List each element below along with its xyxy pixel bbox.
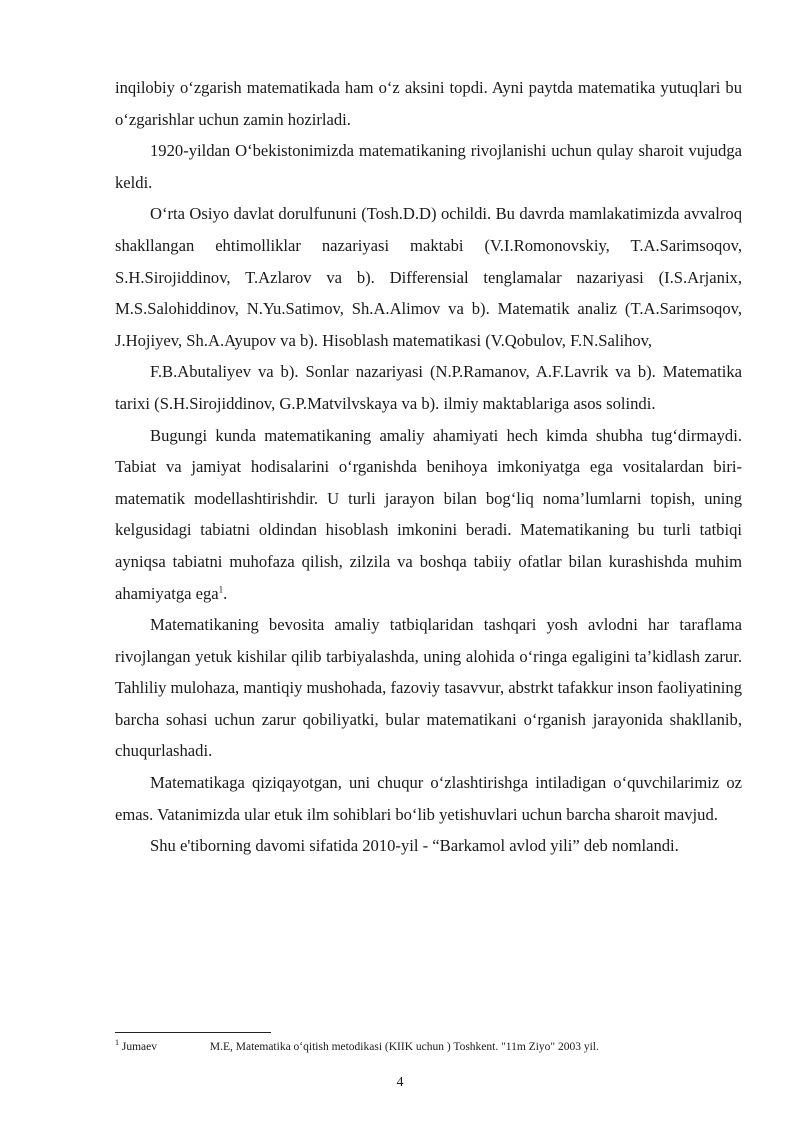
paragraph-text: Bugungi kunda matematikaning amaliy ahamiyati hech kimda shubha tug‘dirmaydi. Tabiat va jamiyat hodisalarini o‘rganishda benihoya imkoniyatga ega vositalardan biri- matematik modellashtirishdir. U turli jarayon bilan bog‘liq noma’lumlarni topish, uning kelgusidagi tabiatni oldindan hisoblash imkonini beradi. Matematikaning bu turli tatbiqi ayniqsa tabiatni muhofaza qilish, zilzila va boshqa tabiiy ofatlar bilan kurashishda muhim ahamiyatga ega	[115, 425, 742, 603]
paragraph: 1920-yildan O‘bekistonimizda matematikaning rivojlanishi uchun qulay sharoit vujudga keldi.	[115, 141, 742, 192]
paragraph: O‘rta Osiyo davlat dorulfununi (Tosh.D.D) ochildi. Bu davrda mamlakatimizda avvalroq shakllangan ehtimolliklar nazariyasi maktabi (V.I.Romonovskiy, T.A.Sarimsoqov, S.H.Sirojiddinov, T.Azlarov va b). Differensial tenglamalar nazariyasi (I.S.Arjanix, M.S.Salohiddinov, N.Yu.Satimov, Sh.A.Alimov va b). Matematik analiz (T.A.Sarimsoqov, J.Hojiyev, Sh.A.Ayupov va b). Hisoblash matematikasi (V.Qobulov, F.N.Salihov,	[115, 204, 742, 350]
paragraph-continuation: inqilobiy o‘zgarish matematikada ham o‘z aksini topdi. Ayni paytda matematika yutuqlari bu o‘zgarishlar uchun zamin hozirladi.	[115, 78, 742, 129]
page-number: 4	[396, 1075, 404, 1090]
footnote	[115, 1039, 742, 1055]
paragraph-with-footnote	[115, 420, 742, 610]
footnote-mark: 1	[115, 1038, 119, 1048]
paragraph: Shu e'tiborning davomi sifatida 2010-yil - “Barkamol avlod yili” deb nomlandi.	[150, 836, 679, 856]
footnote-author: Jumaev	[121, 1041, 158, 1053]
footnote-reference[interactable]: 1	[218, 583, 224, 594]
document-body	[115, 72, 742, 862]
footnote-separator	[115, 1032, 271, 1033]
paragraph: Matematikaning bevosita amaliy tatbiqlaridan tashqari yosh avlodni har taraflama rivojlangan yetuk kishilar qilib tarbiyalashda, uning alohida o‘ringa egaligini ta’kidlash zarur. Tahliliy mulohaza, mantiqiy mushohada, fazoviy tasavvur, abstrkt tafakkur inson faoliyatining barcha sohasi uchun zarur qobiliyatki, bular matematikani o‘rganish jarayonida shakllanib, chuqurlashadi.	[115, 615, 742, 761]
paragraph: F.B.Abutaliyev va b). Sonlar nazariyasi (N.P.Ramanov, A.F.Lavrik va b). Matematika tarixi (S.H.Sirojiddinov, G.P.Matvilvskaya va b). ilmiy maktablariga asos solindi.	[115, 362, 742, 413]
paragraph-tail: .	[223, 583, 228, 603]
paragraph: Matematikaga qiziqayotgan, uni chuqur o‘zlashtirishga intiladigan o‘quvchilarimiz oz emas. Vatanimizda ular etuk ilm sohiblari bo‘lib yetishuvlari uchun barcha sharoit mavjud.	[115, 773, 742, 824]
footnote-text: M.E, Matematika o‘qitish metodikasi (KIIK uchun ) Toshkent. "11m Ziyo" 2003 yil.	[209, 1041, 599, 1053]
